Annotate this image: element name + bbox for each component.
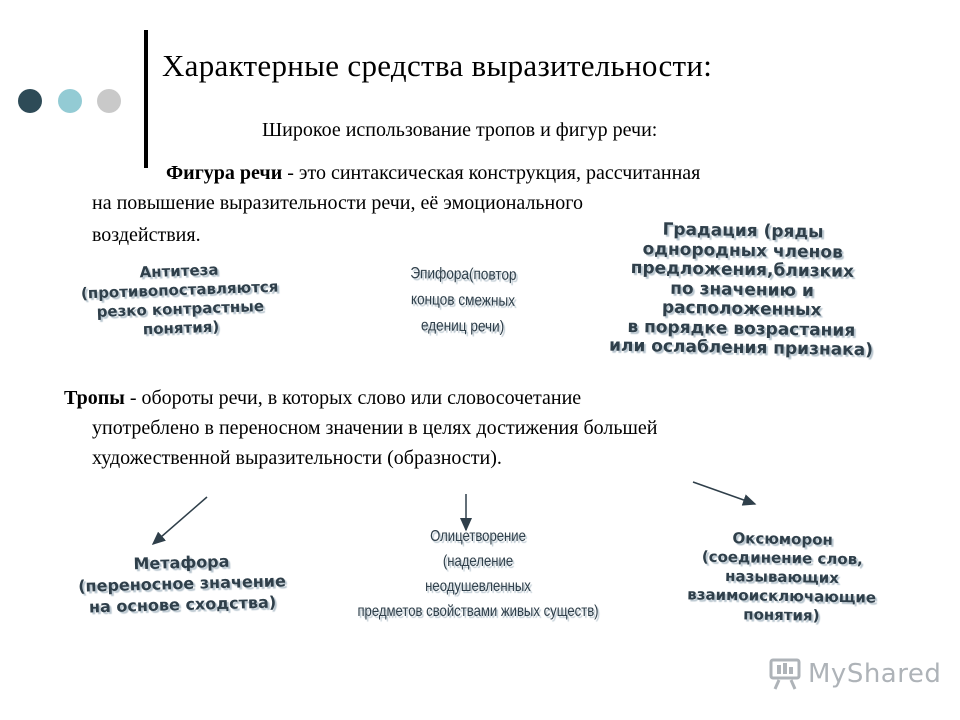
tropes-definition-line1: - обороты речи, в которых слово или словосочетание	[124, 387, 582, 409]
oxymoron-line: (соединение слов,	[701, 547, 864, 569]
figure-term: Фигура речи	[166, 162, 283, 184]
figure-definition-line3: воздействия.	[92, 224, 201, 246]
figure-definition-line1: - это синтаксическая конструкция, рассчитанная	[282, 162, 701, 184]
gradation-line: расположенных	[661, 297, 822, 321]
personification-line: предметов свойствами живых существ)	[357, 603, 599, 620]
gradation-line: Градация (ряды	[662, 219, 824, 243]
tropes-definition-line2: употреблено в переносном значении в целях достижения большей	[92, 417, 658, 439]
personification-line: неодушевленных	[425, 578, 531, 595]
antithesis-line: Антитеза	[139, 260, 219, 282]
arrow-to-metaphor	[153, 497, 207, 544]
antithesis-line: понятия)	[142, 317, 220, 339]
trope-personification	[347, 524, 609, 624]
trope-metaphor	[61, 549, 303, 618]
oxymoron-line: называющих	[724, 567, 840, 587]
watermark-text: MyShared	[808, 659, 942, 689]
epiphora-line: едениц речи)	[420, 317, 505, 336]
oxymoron-line: взаимоисключающие	[687, 585, 877, 607]
oxymoron-line: Оксюморон	[732, 529, 834, 549]
figure-definition-line2: на повышение выразительности речи, её эмоционального	[92, 192, 583, 214]
personification-line: (наделение	[442, 553, 514, 570]
metaphor-line: (переносное значение	[77, 571, 287, 596]
epiphora-line: Эпифора(повтор	[410, 265, 517, 284]
tropes-definition-line3: художественной выразительности (образности).	[92, 447, 502, 469]
oxymoron-line: понятия)	[743, 605, 820, 625]
metaphor-line: Метафора	[133, 551, 230, 574]
gradation-line: в порядке возрастания	[627, 316, 856, 341]
gradation-line: однородных членов	[642, 238, 843, 263]
epiphora-line: концов смежных	[410, 291, 516, 310]
trope-oxymoron	[661, 528, 903, 627]
gradation-line: предложения,близких	[630, 258, 855, 282]
tropes-term: Тропы	[64, 387, 125, 409]
presentation-board-icon	[768, 658, 802, 690]
arrow-to-oxymoron	[693, 482, 755, 504]
gradation-line: по значению и	[670, 278, 815, 301]
personification-line: Олицетворение	[430, 528, 526, 545]
myshared-logo	[768, 658, 941, 690]
slide-subtitle: Широкое использование тропов и фигур речи:	[262, 119, 658, 141]
antithesis-line: (противопоставляются	[80, 277, 279, 303]
gradation-line: или ослабления признака)	[608, 335, 874, 361]
antithesis-line: резко контрастные	[96, 297, 265, 321]
slide-title: Характерные средства выразительности:	[162, 48, 713, 83]
metaphor-line: на основе сходства)	[88, 592, 277, 617]
